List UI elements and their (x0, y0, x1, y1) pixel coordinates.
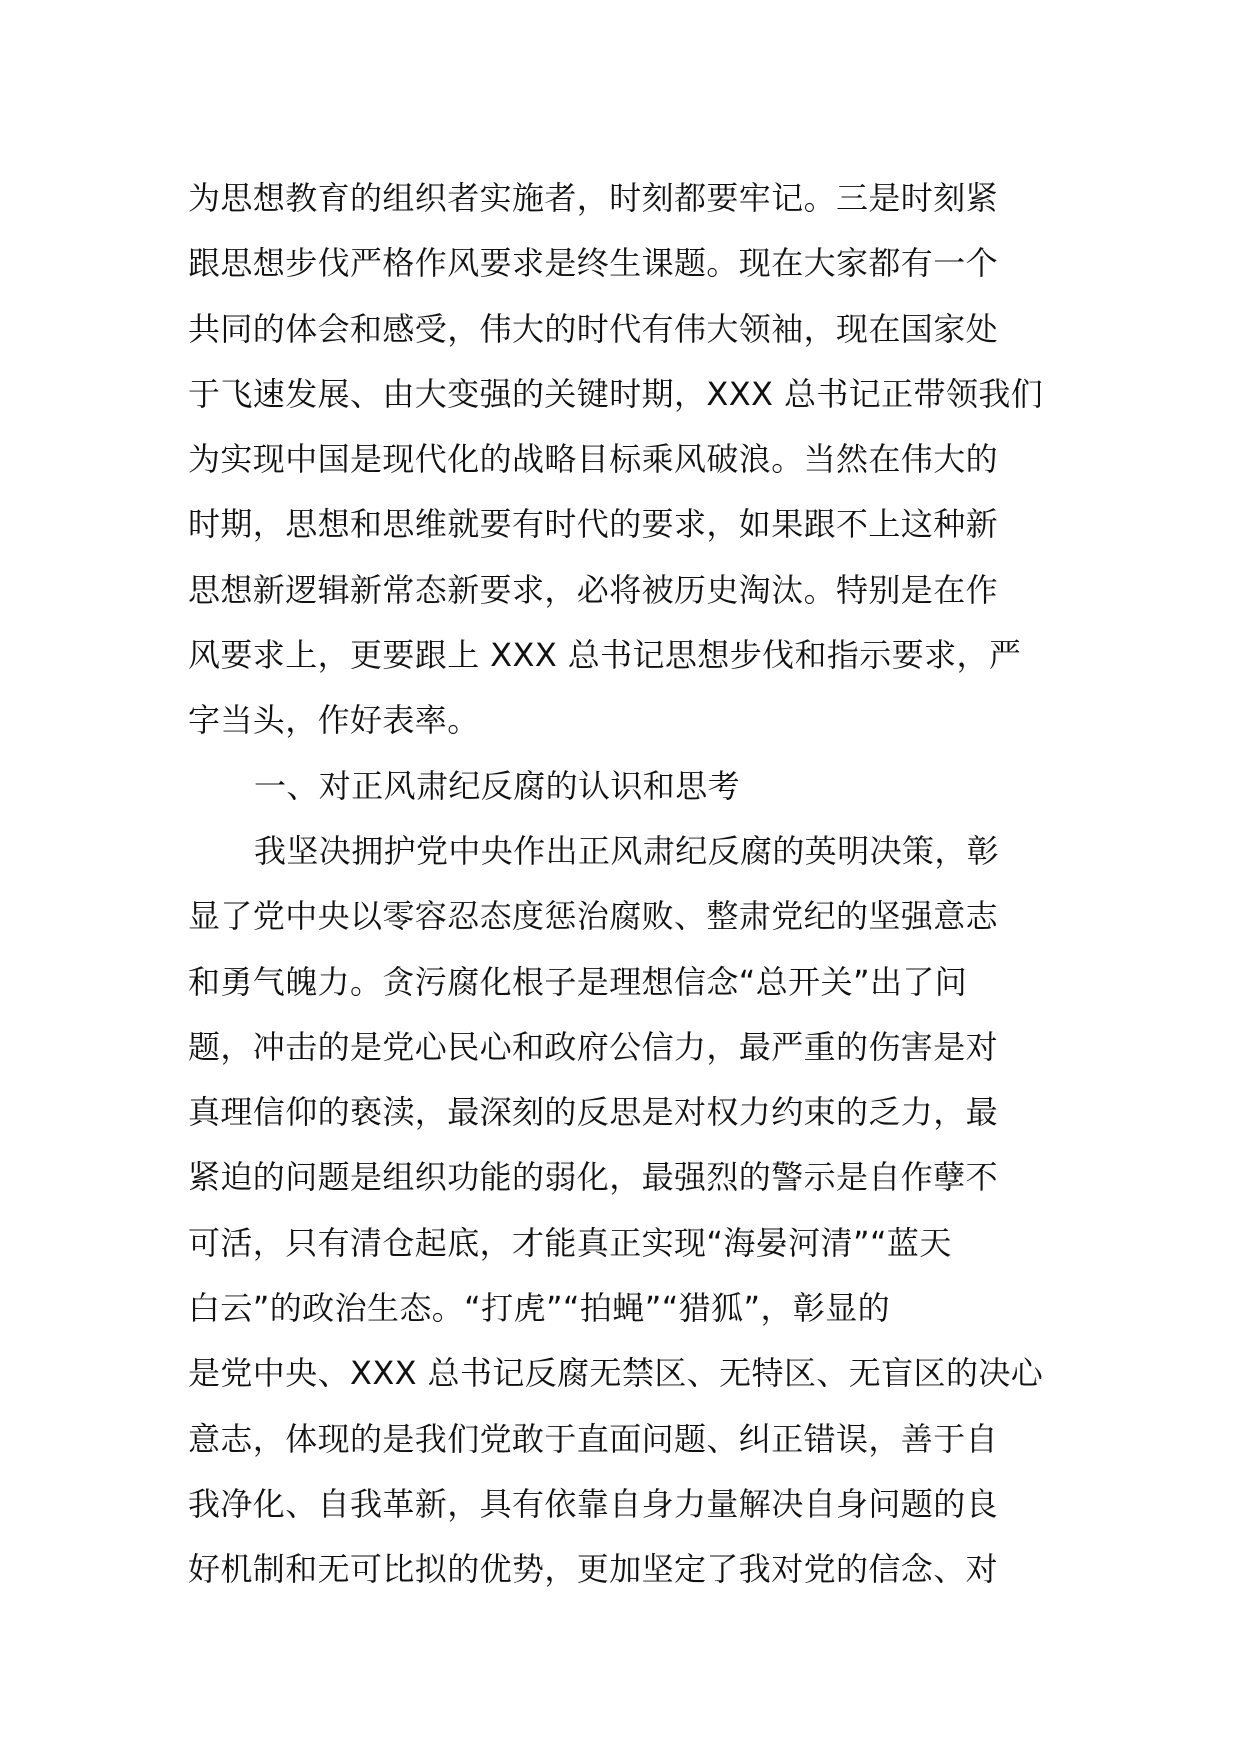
text-line: 为实现中国是现代化的战略目标乘风破浪。当然在伟大的 (188, 440, 999, 479)
text-line: 跟思想步伐严格作风要求是终生课题。现在大家都有一个 (188, 244, 999, 283)
text-line: 意志，体现的是我们党敢于直面问题、纠正错误，善于自 (188, 1419, 999, 1458)
text-line: 好机制和无可比拟的优势，更加坚定了我对党的信念、对 (188, 1550, 999, 1589)
section-heading: 一、对正风肃纪反腐的认识和思考 (254, 766, 741, 805)
text-line: 是党中央、XXX 总书记反腐无禁区、无特区、无盲区的决心 (188, 1354, 1044, 1393)
text-line: 白云”的政治生态。“打虎”“拍蝇”“猎狐”，彰显的 (188, 1289, 891, 1328)
text-line: 字当头，作好表率。 (188, 701, 480, 740)
text-line: 显了党中央以零容忍态度惩治腐败、整肃党纪的坚强意志 (188, 897, 999, 936)
text-line: 我坚决拥护党中央作出正风肃纪反腐的英明决策，彰 (254, 831, 1000, 870)
text-line: 于飞速发展、由大变强的关键时期，XXX 总书记正带领我们 (188, 374, 1044, 413)
text-line: 时期，思想和思维就要有时代的要求，如果跟不上这种新 (188, 505, 999, 544)
text-line: 思想新逻辑新常态新要求，必将被历史淘汰。特别是在作 (188, 570, 999, 609)
text-line: 和勇气魄力。贪污腐化根子是理想信念“总开关”出了问 (188, 962, 968, 1001)
text-line: 风要求上，更要跟上 XXX 总书记思想步伐和指示要求，严 (188, 636, 1022, 675)
text-line: 真理信仰的亵渎，最深刻的反思是对权力约束的乏力，最 (188, 1093, 999, 1132)
text-line: 共同的体会和感受，伟大的时代有伟大领袖，现在国家处 (188, 309, 999, 348)
text-line: 我净化、自我革新，具有依靠自身力量解决自身问题的良 (188, 1484, 999, 1523)
text-line: 题，冲击的是党心民心和政府公信力，最严重的伤害是对 (188, 1027, 999, 1066)
text-line: 可活，只有清仓起底，才能真正实现“海晏河清”“蓝天 (188, 1223, 952, 1262)
text-line: 为思想教育的组织者实施者，时刻都要牢记。三是时刻紧 (188, 179, 999, 217)
body-text (188, 166, 1058, 1603)
text-line: 紧迫的问题是组织功能的弱化，最强烈的警示是自作孽不 (188, 1158, 999, 1197)
